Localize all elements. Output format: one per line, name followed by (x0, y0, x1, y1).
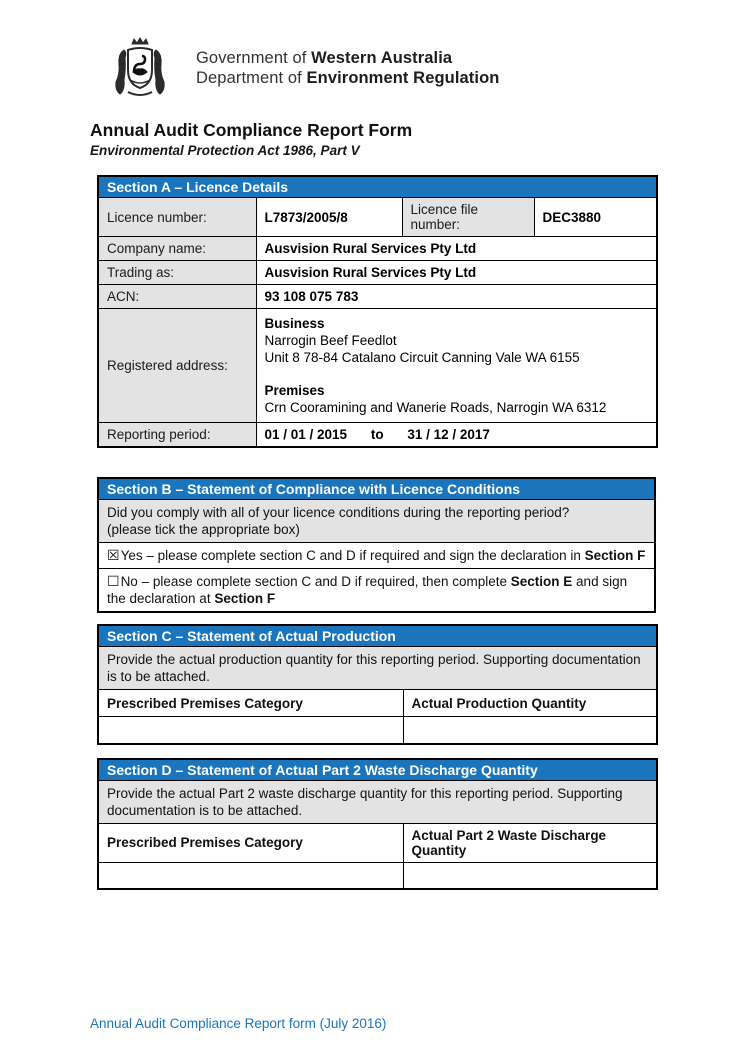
actual-part2-waste-discharge-quantity-header: Actual Part 2 Waste Discharge Quantity (403, 823, 657, 862)
table-row (98, 500, 655, 543)
prescribed-premises-category-input-cell[interactable] (98, 717, 403, 744)
compliance-question-line2: (please tick the appropriate box) (107, 522, 300, 537)
address-spacer (265, 366, 649, 382)
table-row (98, 237, 657, 261)
yes-option-row (98, 543, 655, 569)
address-business-line: Unit 8 78-84 Catalano Circuit Canning Vale WA 6155 (264, 350, 580, 365)
no-option-text: and sign the declaration at (107, 574, 628, 606)
table-row (98, 862, 657, 889)
licence-file-number-label: Licence file number: (402, 198, 534, 237)
reporting-period-label: Reporting period: (98, 423, 256, 448)
address-business-heading: Business (264, 316, 325, 331)
acn-label: ACN: (98, 285, 256, 309)
footer-text: Annual Audit Compliance Report form (July 2016) (90, 1016, 387, 1031)
no-option-text-bold: Section E (510, 574, 573, 589)
table-row (98, 261, 657, 285)
section-d-table (97, 758, 658, 891)
title-block (90, 120, 412, 158)
compliance-question-line1: Did you comply with all of your licence conditions during the reporting period? (107, 505, 570, 520)
no-option-text-bold: Section F (214, 591, 276, 606)
acn-value: 93 108 075 783 (256, 285, 657, 309)
reporting-period-to: to (370, 427, 384, 442)
no-option-text: No – please complete section C and D if required, then complete (120, 574, 511, 589)
actual-production-quantity-input-cell[interactable] (403, 717, 657, 744)
address-premises-line: Crn Cooramining and Wanerie Roads, Narrogin WA 6312 (264, 400, 607, 415)
prescribed-premises-category-header: Prescribed Premises Category (98, 690, 403, 717)
section-d-header: Section D – Statement of Actual Part 2 Waste Discharge Quantity (98, 759, 657, 781)
government-header-text (196, 48, 499, 88)
yes-option-text-bold: Section F (584, 548, 646, 563)
table-row (98, 690, 657, 717)
section-d-intro: Provide the actual Part 2 waste discharge quantity for this reporting period. Supporting documentation is to be attached. (98, 780, 657, 823)
table-row (98, 285, 657, 309)
yes-checkbox[interactable]: ☒ (107, 547, 120, 563)
trading-as-value: Ausvision Rural Services Pty Ltd (256, 261, 657, 285)
no-option-row (98, 569, 655, 613)
no-checkbox[interactable]: ☐ (107, 573, 120, 589)
section-c-header: Section C – Statement of Actual Production (98, 625, 657, 647)
prescribed-premises-category-header: Prescribed Premises Category (98, 823, 403, 862)
table-row (98, 647, 657, 690)
government-line: Government of Western Australia (196, 49, 453, 67)
table-row (98, 198, 657, 237)
registered-address-value (256, 309, 657, 423)
government-header (98, 36, 499, 100)
section-b-header: Section B – Statement of Compliance with Licence Conditions (98, 478, 655, 500)
table-row (98, 309, 657, 423)
company-name-value: Ausvision Rural Services Pty Ltd (256, 237, 657, 261)
registered-address-label: Registered address: (98, 309, 256, 423)
page-title: Annual Audit Compliance Report Form (90, 120, 413, 140)
table-row (98, 717, 657, 744)
licence-number-value: L7873/2005/8 (256, 198, 402, 237)
table-row (98, 780, 657, 823)
table-row (98, 543, 655, 569)
table-row (98, 569, 655, 613)
licence-file-number-value: DEC3880 (534, 198, 657, 237)
licence-number-label: Licence number: (98, 198, 256, 237)
section-c-table (97, 624, 658, 745)
department-line: Department of Environment Regulation (196, 69, 500, 87)
yes-option-text: Yes – please complete section C and D if required and sign the declaration in (120, 548, 585, 563)
reporting-period-value (256, 423, 657, 448)
address-premises-heading: Premises (264, 383, 325, 398)
wa-coat-of-arms-icon (98, 36, 182, 100)
section-a-table (97, 175, 658, 448)
page-subtitle: Environmental Protection Act 1986, Part V (90, 143, 360, 158)
section-b-table (97, 477, 656, 613)
company-name-label: Company name: (98, 237, 256, 261)
reporting-period-end: 31 / 12 / 2017 (407, 427, 490, 442)
actual-part2-waste-discharge-quantity-input-cell[interactable] (403, 862, 657, 889)
trading-as-label: Trading as: (98, 261, 256, 285)
compliance-question (98, 500, 655, 543)
table-row (98, 823, 657, 862)
prescribed-premises-category-input-cell[interactable] (98, 862, 403, 889)
table-row (98, 423, 657, 448)
section-a-header: Section A – Licence Details (98, 176, 657, 198)
actual-production-quantity-header: Actual Production Quantity (403, 690, 657, 717)
section-c-intro: Provide the actual production quantity for this reporting period. Supporting documentation is to be attached. (98, 647, 657, 690)
reporting-period-start: 01 / 01 / 2015 (264, 427, 348, 442)
address-business-line: Narrogin Beef Feedlot (264, 333, 397, 348)
